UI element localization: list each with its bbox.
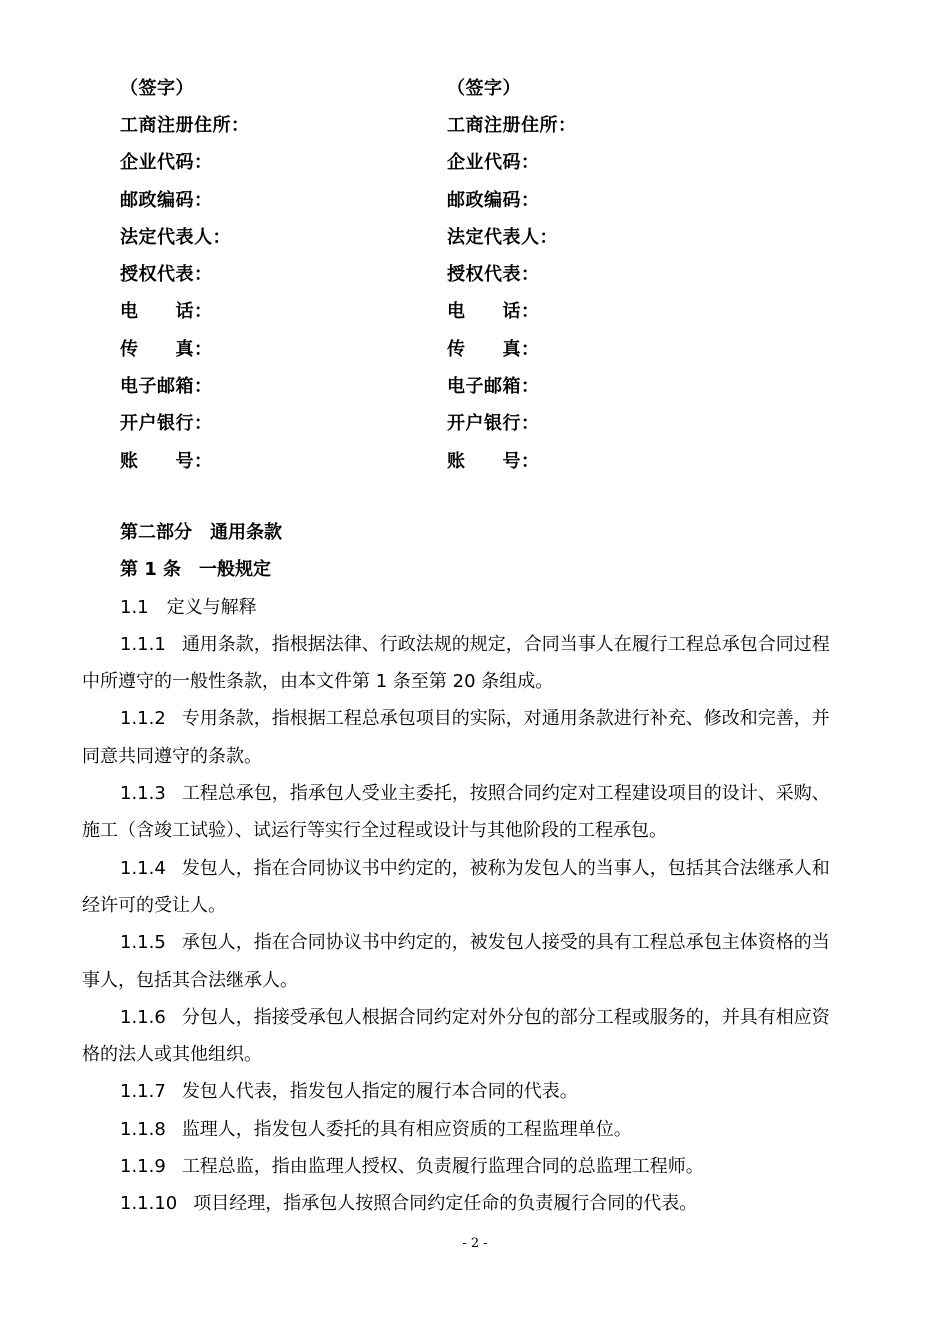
signature-field-left: 法定代表人： (120, 226, 231, 248)
signature-field-right: 授权代表： (447, 264, 540, 286)
subsection-label: 1.1 定义与解释 (120, 596, 257, 618)
clause-number: 1.1.7 (120, 1081, 166, 1103)
clause (82, 999, 878, 1074)
clause-text: 发包人，指在合同协议书中约定的，被称为发包人的当事人，包括其合法继承人和 (181, 857, 830, 879)
clause (82, 626, 878, 701)
clause-first-line (82, 924, 878, 961)
clause-text: 发包人代表，指发包人指定的履行本合同的代表。 (181, 1081, 578, 1103)
clause-number: 1.1.6 (120, 1006, 166, 1028)
clause (82, 924, 878, 999)
signature-field-left: 电 话： (120, 301, 213, 323)
clause-continuation: 格的法人或其他组织。 (82, 1044, 262, 1066)
signature-row (120, 329, 880, 366)
clause-first-line (82, 999, 878, 1036)
signature-field-left: 账 号： (120, 450, 213, 472)
clause-number: 1.1.2 (120, 708, 166, 730)
clause-text: 承包人，指在合同协议书中约定的，被发包人接受的具有工程总承包主体资格的当 (181, 932, 830, 954)
signature-row (120, 180, 880, 217)
signature-row (120, 143, 880, 180)
signature-field-left: 授权代表： (120, 264, 213, 286)
clause-text: 项目经理，指承包人按照合同约定任命的负责履行合同的代表。 (193, 1193, 698, 1215)
clause-continuation: 中所遵守的一般性条款，由本文件第 1 条至第 20 条组成。 (82, 671, 554, 693)
clause-number: 1.1.4 (120, 857, 166, 879)
clause-text: 工程总承包，指承包人受业主委托，按照合同约定对工程建设项目的设计、采购、 (181, 783, 830, 805)
signature-field-right: 开户银行： (447, 413, 540, 435)
clause-text: 工程总监，指由监理人授权、负责履行监理合同的总监理工程师。 (181, 1156, 704, 1178)
signature-field-right: 工商注册住所： (447, 114, 577, 136)
signature-field-left: 电子邮箱： (120, 376, 213, 398)
clause-continuation: 施工（含竣工试验）、试运行等实行全过程或设计与其他阶段的工程承包。 (82, 820, 667, 842)
signature-row (120, 404, 880, 441)
signature-row (120, 292, 880, 329)
clause-first-line (82, 1185, 878, 1222)
clause-text: 专用条款，指根据工程总承包项目的实际，对通用条款进行补充、修改和完善，并 (181, 708, 830, 730)
clause-text: 监理人，指发包人委托的具有相应资质的工程监理单位。 (181, 1118, 632, 1140)
clause-number: 1.1.1 (120, 633, 166, 655)
clause (82, 1185, 878, 1222)
signature-field-right: 企业代码： (447, 152, 540, 174)
clause-continuation: 经许可的受让人。 (82, 894, 226, 916)
subsection-title (82, 589, 878, 626)
clause-text: 分包人，指接受承包人根据合同约定对外分包的部分工程或服务的，并具有相应资 (181, 1006, 830, 1028)
clause-list (82, 626, 878, 1223)
clause-number: 1.1.9 (120, 1156, 166, 1178)
general-terms-section (82, 514, 878, 1223)
clause-number: 1.1.5 (120, 932, 166, 954)
clause-continuation: 同意共同遵守的条款。 (82, 745, 262, 767)
clause (82, 1148, 878, 1185)
signature-field-left: 邮政编码： (120, 189, 213, 211)
article-title: 第 1 条 一般规定 (120, 559, 272, 581)
clause-first-line (82, 850, 878, 887)
signature-field-left: 开户银行： (120, 413, 213, 435)
signature-row (120, 217, 880, 254)
signature-field-left: 工商注册住所： (120, 114, 250, 136)
signature-field-left: （签字） (120, 77, 194, 99)
clause (82, 700, 878, 775)
clause (82, 775, 878, 850)
signature-field-left: 企业代码： (120, 152, 213, 174)
clause-first-line (82, 1111, 878, 1148)
clause-continuation: 事人，包括其合法继承人。 (82, 969, 298, 991)
clause (82, 1111, 878, 1148)
signature-row (120, 366, 880, 403)
clause-number: 1.1.10 (120, 1193, 178, 1215)
clause-first-line (82, 775, 878, 812)
page-number: - 2 - (462, 1236, 488, 1251)
clause (82, 1073, 878, 1110)
signature-field-right: 账 号： (447, 450, 540, 472)
part-title: 第二部分 通用条款 (120, 522, 282, 543)
signature-row (120, 441, 880, 478)
signature-row (120, 68, 880, 105)
clause-text: 通用条款，指根据法律、行政法规的规定，合同当事人在履行工程总承包合同过程 (181, 633, 830, 655)
clause-number: 1.1.8 (120, 1118, 166, 1140)
signature-field-right: 法定代表人： (447, 226, 558, 248)
clause (82, 850, 878, 925)
signature-field-right: 邮政编码： (447, 189, 540, 211)
signature-field-right: 传 真： (447, 338, 540, 360)
clause-first-line (82, 1148, 878, 1185)
clause-first-line (82, 1073, 878, 1110)
signature-field-right: （签字） (447, 77, 521, 99)
signature-row (120, 254, 880, 291)
signature-row (120, 105, 880, 142)
signature-block (120, 68, 880, 478)
signature-field-right: 电 话： (447, 301, 540, 323)
clause-first-line (82, 626, 878, 663)
clause-first-line (82, 700, 878, 737)
signature-field-right: 电子邮箱： (447, 376, 540, 398)
clause-number: 1.1.3 (120, 783, 166, 805)
signature-field-left: 传 真： (120, 338, 213, 360)
